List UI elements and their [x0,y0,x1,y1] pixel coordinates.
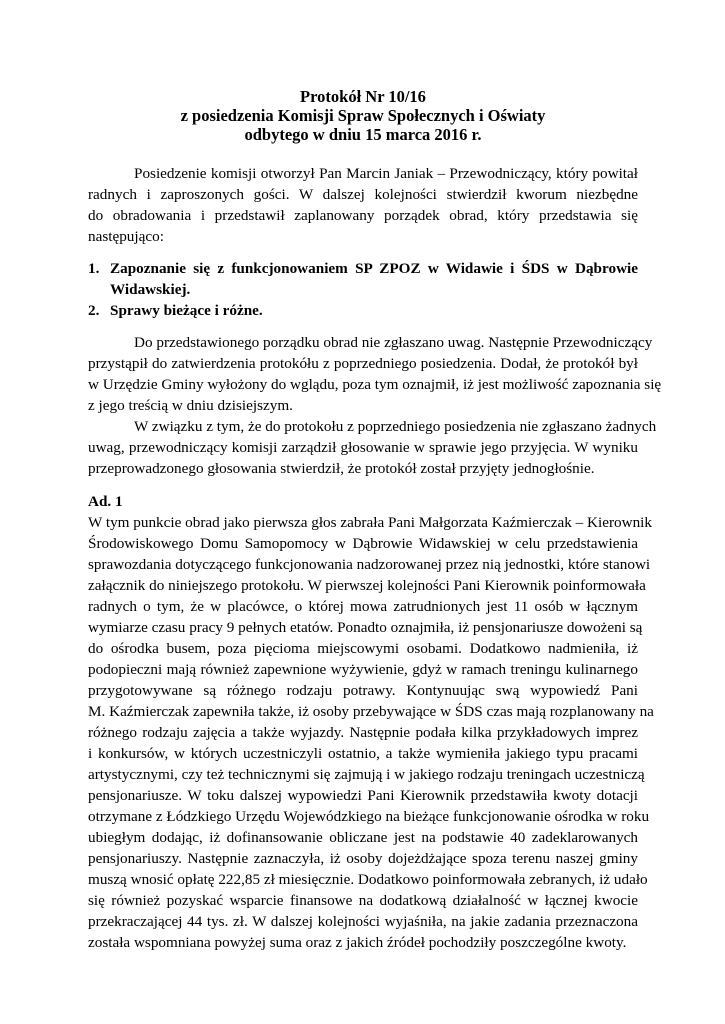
text-line: do ośrodka busem, poza pięcioma miejscowymi osobami. Dodatkowo nadmieniła, iż [88,640,638,657]
text-line: W tym punkcie obrad jako pierwsza głos zabrała Pani Małgorzata Kaźmierczak – Kierownik [88,514,652,531]
paragraph-approval [88,332,662,416]
text-line: W związku z tym, że do protokołu z poprzedniego posiedzenia nie zgłaszano żadnych [134,418,657,435]
agenda-list [88,258,638,321]
text-line: radnych o tym, że w placówce, o której mowa zatrudnionych jest 11 osób w łącznym [88,598,638,615]
text-line: załącznik do niniejszego protokołu. W pierwszej kolejności Pani Kierownik poinformowała [88,577,646,594]
text-line: radnych i zaproszonych gości. W dalszej kolejności stwierdził kworum niezbędne [88,186,638,203]
text-line: ubiegłym dodając, iż dofinansowanie obliczane jest na podstawie 40 zadeklarowanych [88,829,638,846]
section-heading-ad1: Ad. 1 [88,493,123,510]
agenda-item-2 [88,300,638,321]
agenda-number: 1. [88,260,100,277]
paragraph-ad1 [88,512,654,953]
text-line: Posiedzenie komisji otworzył Pan Marcin Janiak – Przewodniczący, który powitał [134,165,638,182]
text-line: Do przedstawionego porządku obrad nie zgłaszano uwag. Następnie Przewodniczący [134,334,653,351]
text-line: uwag, przewodniczący komisji zarządził głosowanie w sprawie jego przyjęcia. W wyniku [88,439,638,456]
text-line: pensjonariuszy. Następnie zaznaczyła, iż osoby dojeżdżające spoza terenu naszej gminy [88,850,638,867]
text-line: otrzymane z Łódzkiego Urzędu Wojewódzkiego na bieżące funkcjonowanie ośrodka w roku [88,808,650,825]
text-line: i konkursów, w których uczestniczyli ostatnio, a także wymieniła jakiego typu pracami [88,745,638,762]
text-line: przygotowywane są różnego rodzaju potrawy. Kontynuując swą wypowiedź Pani [88,682,638,699]
document-title-line-1: Protokół Nr 10/16 [300,87,426,106]
text-line: sprawozdania dotyczącego funkcjonowania nadzorowanej przez nią jednostki, które stanowi [88,556,651,573]
text-line: wymiarze czasu pracy 9 pełnych etatów. Ponadto oznajmiła, iż pensjonariusze dowożeni są [88,619,643,636]
text-line: M. Kaźmierczak zapewniła także, iż osoby przebywające w ŚDS czas mają rozplanowany na [88,703,654,720]
agenda-text-line: Sprawy bieżące i różne. [110,302,263,319]
text-line: została wspomniana powyżej suma oraz z jakich źródeł pochodziły poszczególne kwoty. [88,934,627,951]
text-line: artystycznymi, czy też technicznymi się zajmują i w jakiego rodzaju treningach uczestniczą [88,766,645,783]
intro-paragraph [88,163,638,247]
text-line: się również pozyskać wsparcie finansowe na dodatkową działalność w łącznej kwocie [88,892,638,909]
text-line: przeprowadzonego głosowania stwierdził, że protokół został przyjęty jednogłośnie. [88,460,595,477]
text-line: przystąpił do zatwierdzenia protokółu z poprzedniego posiedzenia. Dodał, że protokół był [88,355,638,372]
text-line: do obradowania i przedstawił zaplanowany porządek obrad, który przedstawia się [88,207,638,224]
text-line: różnego rodzaju zajęcia a także wyjazdy. Następnie podała kilka przykładowych imprez [88,724,638,741]
agenda-text-line: Widawskiej. [110,281,191,298]
document-title-line-3: odbytego w dniu 15 marca 2016 r. [244,125,482,144]
text-line: muszą wnosić opłatę 222,85 zł miesięcznie. Dodatkowo poinformowała zebranych, iż udało [88,871,648,888]
paragraph-vote [88,416,657,479]
text-line: pensjonariusze. W toku dalszej wypowiedzi Pani Kierownik przedstawiła kwoty dotacji [88,787,638,804]
document-title-line-2: z posiedzenia Komisji Spraw Społecznych i Oświaty [180,106,546,125]
text-line: następująco: [88,228,164,245]
agenda-item-1 [88,258,638,300]
text-line: podopieczni mają również zapewnione wyżywienie, gdyż w ramach treningu kulinarnego [88,661,638,678]
text-line: z jego treścią w dniu dzisiejszym. [88,397,293,414]
text-line: Środowiskowego Domu Samopomocy w Dąbrowie Widawskiej w celu przedstawienia [88,535,638,552]
agenda-text-line: Zapoznanie się z funkcjonowaniem SP ZPOZ w Widawie i ŚDS w Dąbrowie [110,260,638,277]
text-line: przekraczającej 44 tys. zł. W dalszej kolejności wyjaśniła, na jakie zadania przeznaczona [88,913,638,930]
text-line: w Urzędzie Gminy wyłożony do wglądu, poza tym oznajmił, iż jest możliwość zapoznania się [88,376,662,393]
agenda-number: 2. [88,302,100,319]
